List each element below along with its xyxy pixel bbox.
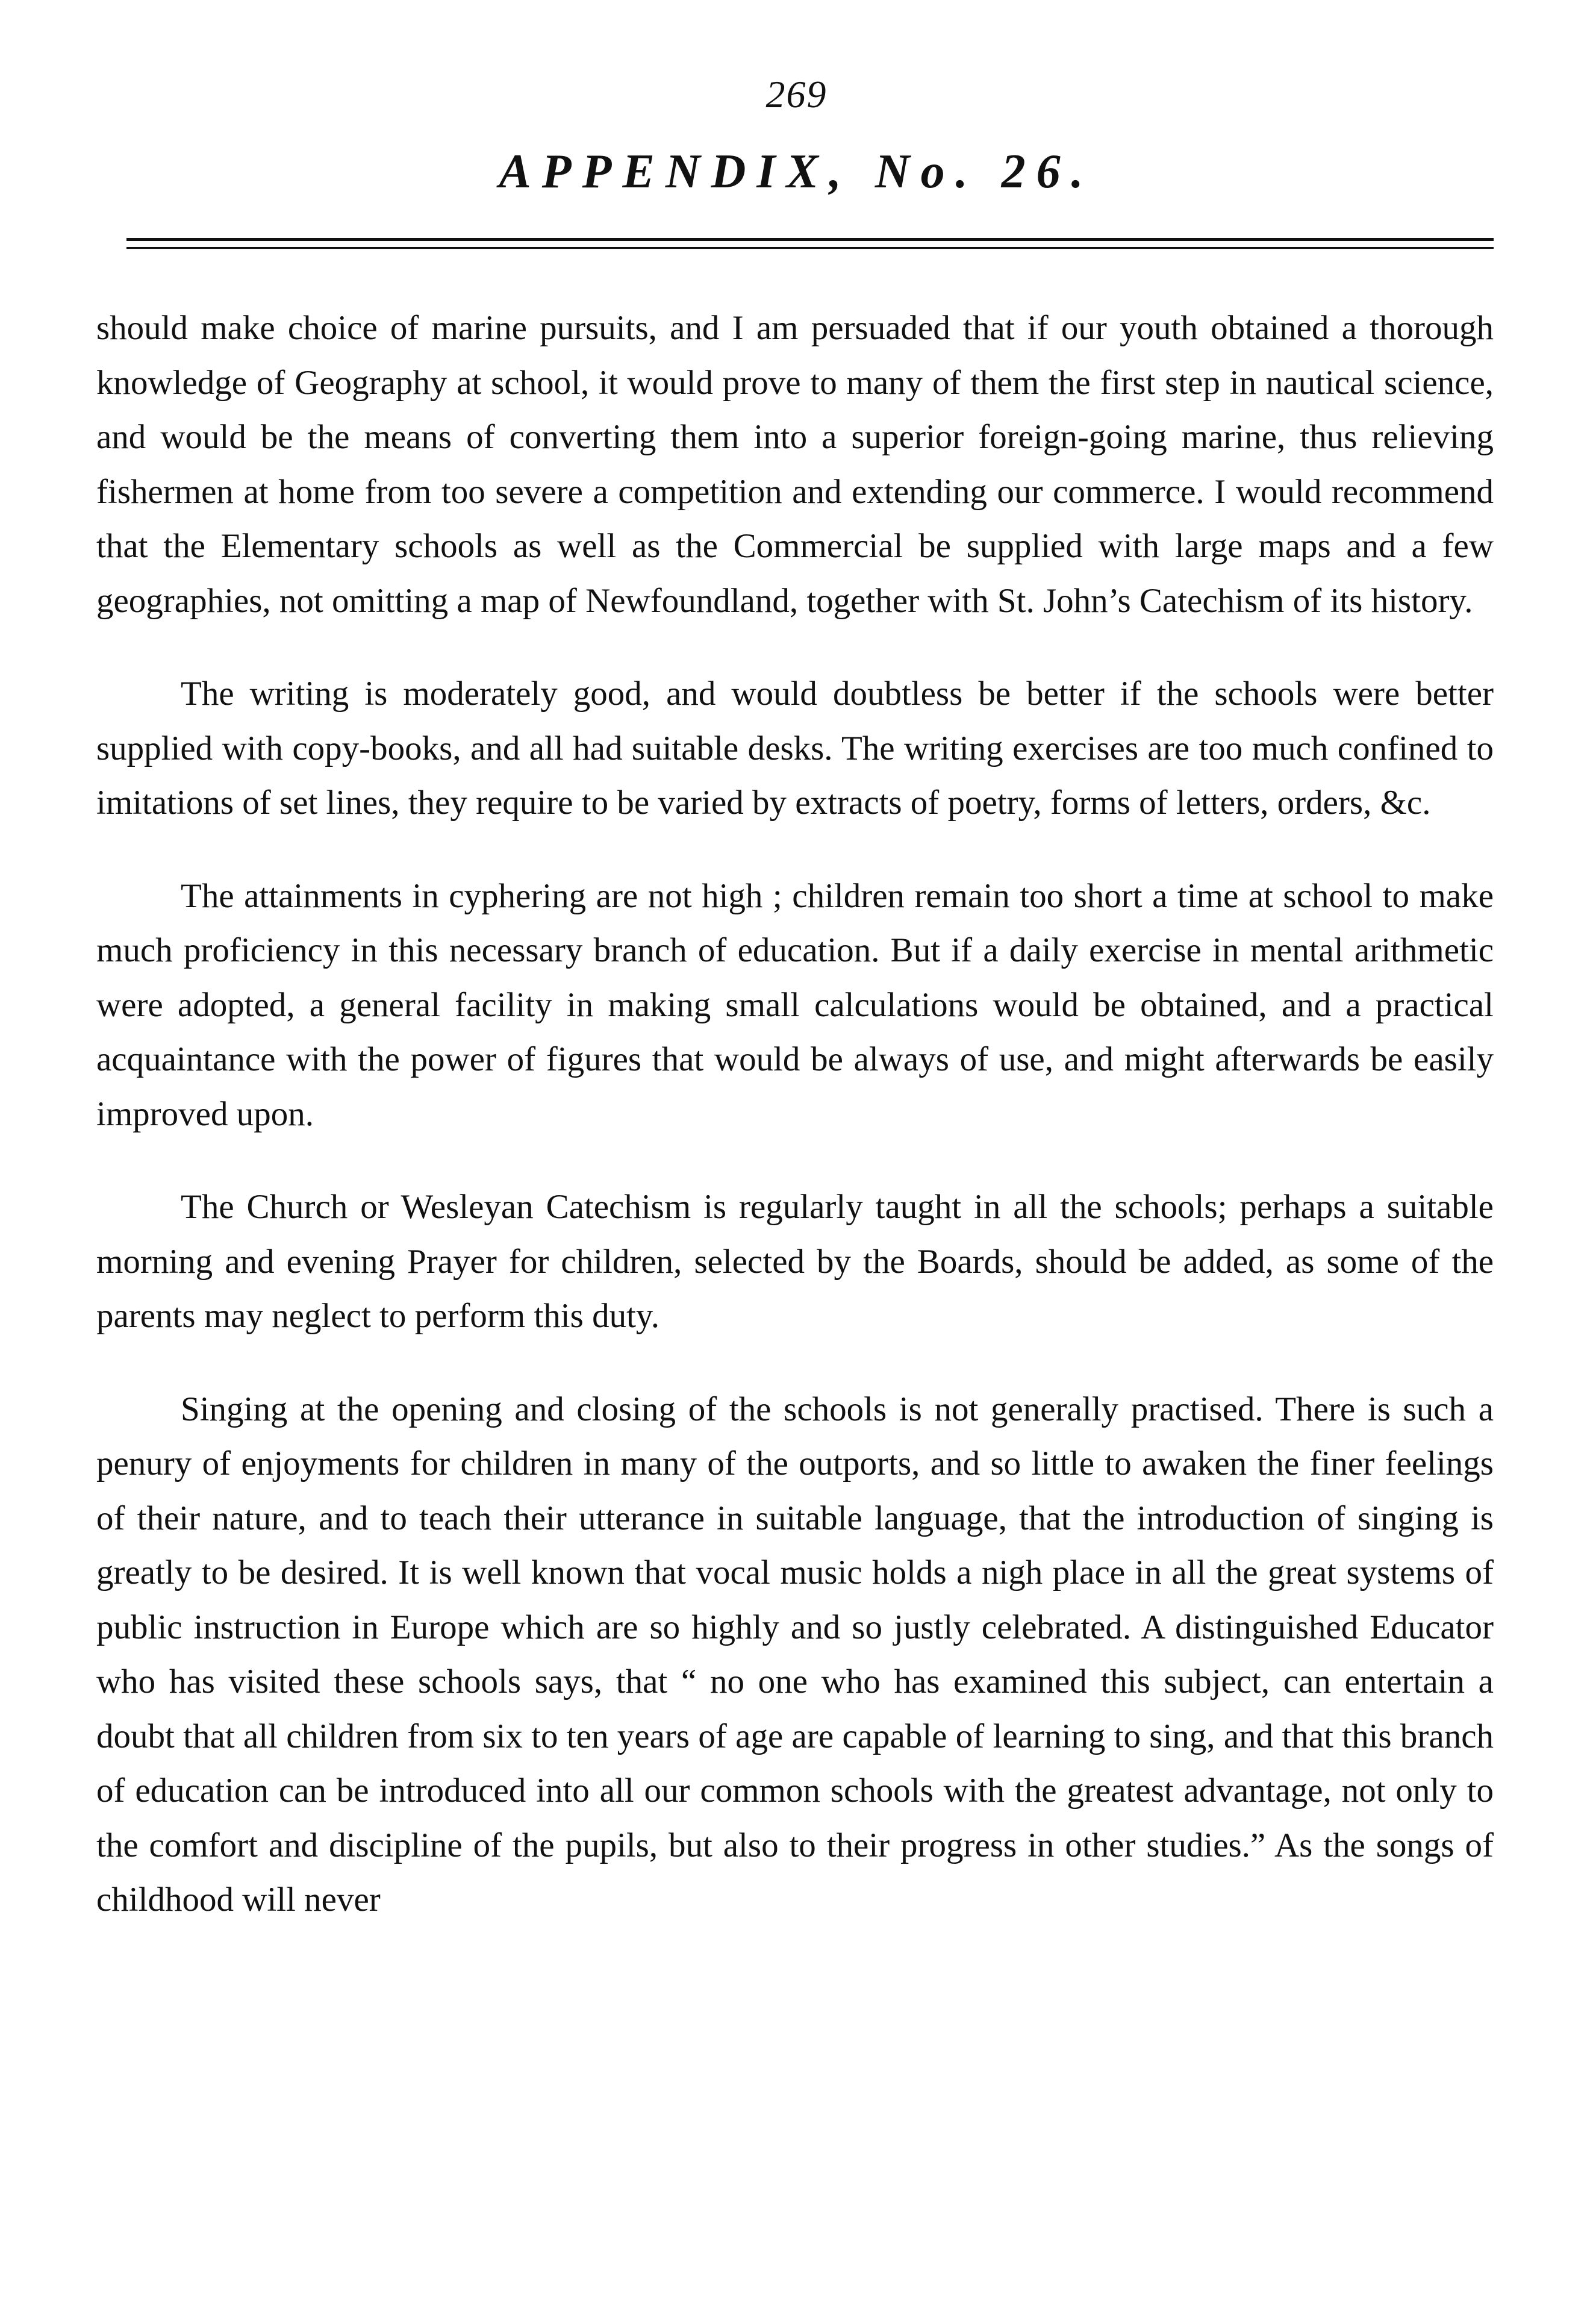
page-number: 269: [765, 73, 828, 116]
paragraph-geography: should make choice of marine pursuits, and I am persuaded that if our youth obtained a thorough knowledge of Geography at school, it would prove to many of them the first step in nautical science, and would be the means of converting them into a superior foreign-going marine, thus relieving fishermen at home from too severe a competition and extending our commerce. I would recommend that the Elementary schools as well as the Commercial be supplied with large maps and a few geographies, not omitting a map of Newfoundland, together with St. John’s Catechism of its history.: [96, 309, 1494, 620]
paragraph-writing: The writing is moderately good, and would doubtless be better if the schools were better supplied with copy-books, and all had suitable desks. The writing exercises are too much confined to imitations of set lines, they require to be varied by extracts of poetry, forms of letters, orders, &c.: [96, 675, 1494, 822]
body-text: [96, 301, 1494, 1966]
header-rule-top: [126, 238, 1494, 241]
paragraph-catechism: The Church or Wesleyan Catechism is regularly taught in all the schools; perhaps a suitable morning and evening Prayer for children, selected by the Boards, should be added, as some of the parents may neglect to perform this duty.: [96, 1188, 1494, 1335]
header-rule-bottom: [126, 247, 1494, 249]
running-head: APPENDIX, No. 26.: [499, 145, 1094, 198]
paragraph-singing: Singing at the opening and closing of the schools is not generally practised. There is such a penury of enjoyments for children in many of the outports, and so little to awaken the finer feelings of their nature, and to teach their utterance in suitable language, that the introduction of singing is greatly to be desired. It is well known that vocal music holds a nigh place in all the great systems of public instruction in Europe which are so highly and so justly celebrated. A distinguished Educator who has visited these schools says, that “ no one who has examined this subject, can entertain a doubt that all children from six to ten years of age are capable of learning to sing, and that this branch of education can be introduced into all our common schools with the greatest advantage, not only to the comfort and discipline of the pupils, but also to their progress in other studies.” As the songs of childhood will never: [96, 1390, 1494, 1919]
paragraph-cyphering: The attainments in cyphering are not high ; children remain too short a time at school to make much proficiency in this necessary branch of education. But if a daily exercise in mental arithmetic were adopted, a general facility in making small calculations would be obtained, and a practical acquaintance with the power of figures that would be always of use, and might afterwards be easily improved upon.: [96, 876, 1494, 1133]
